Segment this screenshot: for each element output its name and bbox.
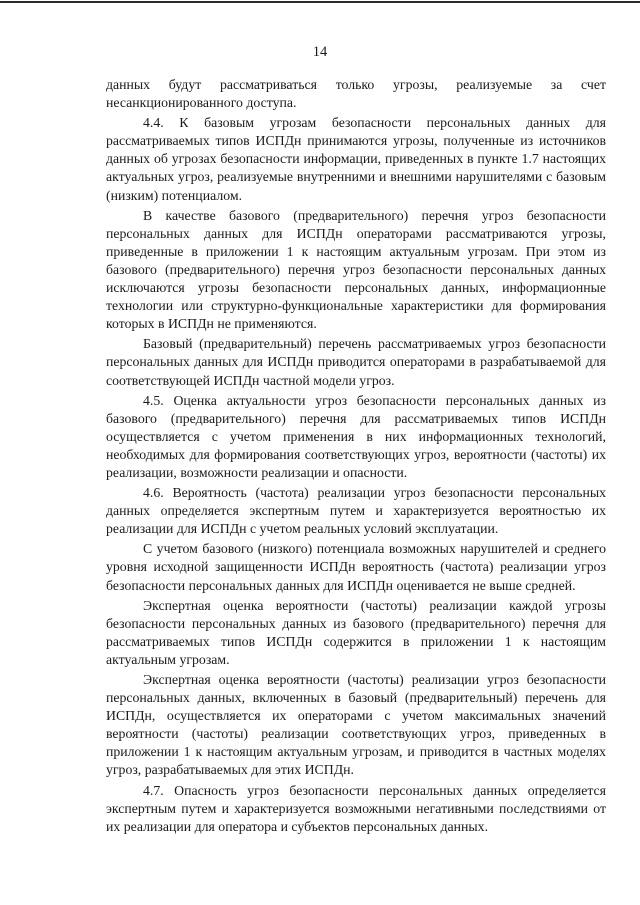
paragraph-4-4: 4.4. К базовым угрозам безопасности персональных данных для рассматриваемых типов ИСПДн принимаются угрозы, полученные из источников данных об угрозах безопасности информации, приведенных в пункте 1.7 настоящих актуальных угроз, реализуемые внутренними и внешними нарушителями с базовым (низким) потенциалом. — [106, 115, 606, 203]
paragraph-expert-estimate-operators: Экспертная оценка вероятности (частоты) реализации угроз безопасности персональных данных, включенных в базовый (предварительный) перечень для ИСПДн, осуществляется их операторами с учетом максимальных значений вероятности (частоты) реализации соответствующих угроз, приведенных в приложении 1 к настоящим актуальным угрозам, и приводится в частных моделях угроз, разрабатываемых для этих ИСПДн. — [106, 672, 606, 778]
document-body — [106, 76, 606, 838]
page-number: 14 — [312, 44, 328, 60]
paragraph-base-list-private-model: Базовый (предварительный) перечень рассматриваемых угроз безопасности персональных данных для ИСПДн приводится операторами в разрабатываемой для соответствующей ИСПДн частной модели угроз. — [106, 336, 606, 388]
paragraph-4-6: 4.6. Вероятность (частота) реализации угроз безопасности персональных данных определяется экспертным путем и характеризуется вероятностью их реализации для ИСПДн с учетом реальных условий эксплуатации. — [106, 485, 606, 537]
paragraph-base-list: В качестве базового (предварительного) перечня угроз безопасности персональных данных для ИСПДн операторами рассматриваются угрозы, приведенные в приложении 1 к настоящим актуальным угрозам. При этом из базового (предварительного) перечня угроз безопасности персональных данных исключаются угрозы безопасности персональных данных, информационные технологии или структурно-функциональные характеристики для формирования которых в ИСПДн не применяются. — [106, 207, 606, 332]
paragraph-expert-estimate-appendix: Экспертная оценка вероятности (частоты) реализации каждой угрозы безопасности персональных данных из базового (предварительного) перечня для рассматриваемых типов ИСПДн содержится в приложении 1 к настоящим актуальным угрозам. — [106, 597, 606, 667]
paragraph-continuation: данных будут рассматриваться только угрозы, реализуемые за счет несанкционированного доступа. — [106, 77, 606, 111]
paragraph-4-7: 4.7. Опасность угроз безопасности персональных данных определяется экспертным путем и характеризуется возможными негативными последствиями от их реализации для оператора и субъектов персональных данных. — [106, 782, 606, 834]
paragraph-4-5: 4.5. Оценка актуальности угроз безопасности персональных данных из базового (предварительного) перечня для рассматриваемых типов ИСПДн осуществляется с учетом применения в них информационных технологий, необходимых для формирования соответствующих угроз, вероятности (частоты) их реализации, возможности реализации и опасности. — [106, 392, 606, 480]
top-border-line — [0, 1, 640, 3]
paragraph-probability-estimate: С учетом базового (низкого) потенциала возможных нарушителей и среднего уровня исходной защищенности ИСПДн вероятность (частота) реализации угроз безопасности персональных данных для ИСПДн оценивается не выше средней. — [106, 541, 606, 593]
